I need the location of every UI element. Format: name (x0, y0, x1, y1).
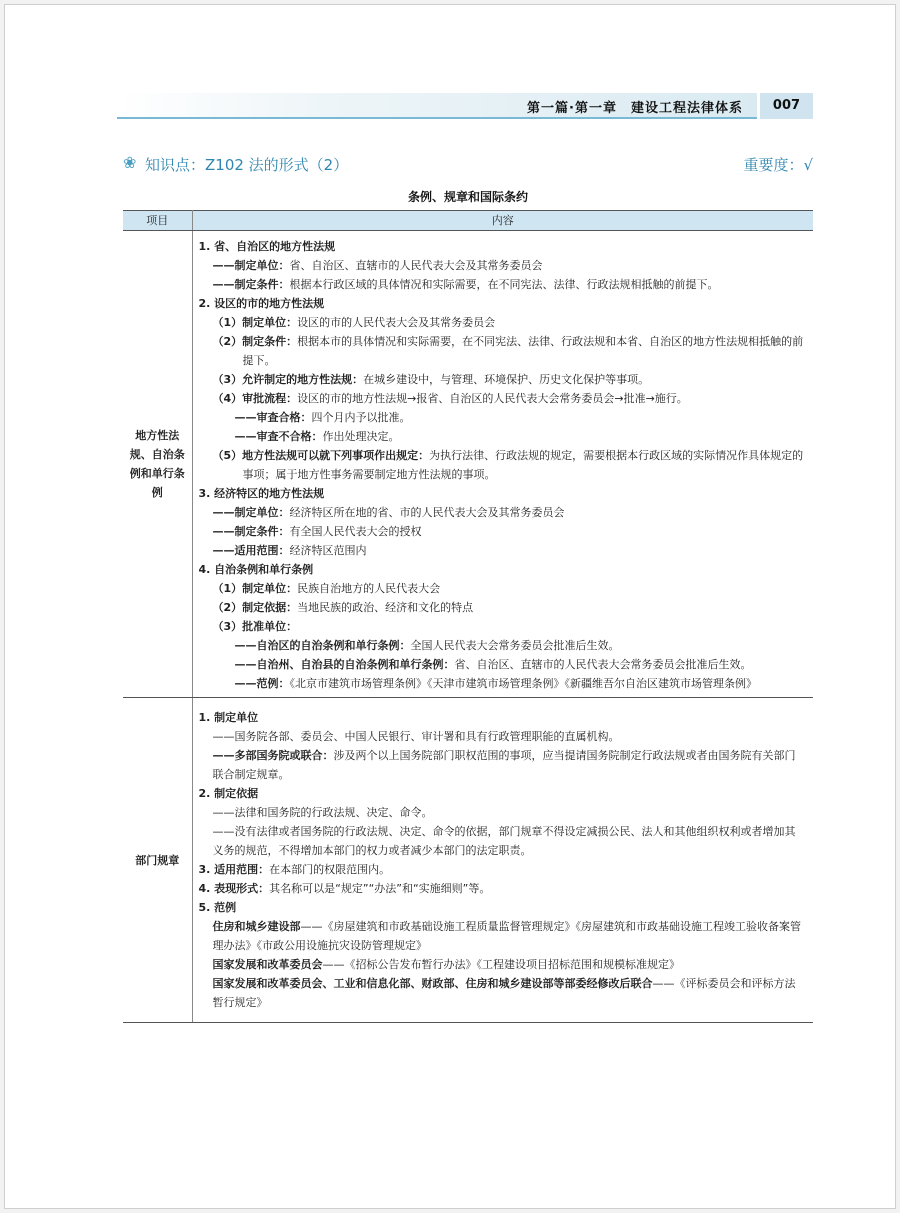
table-title: 条例、规章和国际条约 (407, 190, 528, 204)
content-line: （3）批准单位： (212, 620, 298, 633)
content-line: ——制定条件：根据本行政区域的具体情况和实际需要，在不同宪法、法律、行政法规相抵触的前提下。 (212, 278, 719, 291)
knowledge-point-title: 知识点：Z102 法的形式（2） (145, 156, 349, 174)
header-item: 项目 (123, 211, 192, 231)
content-line: （3）允许制定的地方性法规：在城乡建设中，与管理、环境保护、历史文化保护等事项。 (212, 373, 650, 386)
table-row (123, 698, 813, 1023)
content-line: ——制定单位：经济特区所在地的省、市的人民代表大会及其常务委员会 (212, 506, 565, 519)
content-line: ——国务院各部、委员会、中国人民银行、审计署和具有行政管理职能的直属机构。 (212, 730, 620, 743)
row-item-label: 部门规章 (123, 698, 192, 1023)
content-line: ——自治州、自治县的自治条例和单行条例：省、自治区、直辖市的人民代表大会常务委员会批准后生效。 (234, 658, 752, 671)
content-line: （2）制定条件：根据本市的具体情况和实际需要，在不同宪法、法律、行政法规和本省、自治区的地方性法规相抵触的前提下。 (212, 335, 804, 367)
row-content (192, 698, 813, 1023)
content-line: ——多部国务院或联合：涉及两个以上国务院部门职权范围的事项，应当提请国务院制定行政法规或者由国务院有关部门联合制定规章。 (212, 749, 796, 781)
content-line: ——制定条件：有全国人民代表大会的授权 (212, 525, 422, 538)
content-line: ——适用范围：经济特区范围内 (212, 544, 367, 557)
header-title: 第一篇·第一章 建设工程法律体系 (527, 101, 743, 116)
content-line: （4）审批流程：设区的市的地方性法规→报省、自治区的人民代表大会常务委员会→批准→施行。 (212, 392, 688, 405)
content-line: 国家发展和改革委员会——《招标公告发布暂行办法》《工程建设项目招标范围和规模标准规定》 (212, 958, 680, 971)
content-line: ——审查合格：四个月内予以批准。 (234, 411, 411, 424)
table-header-row (123, 211, 813, 231)
content-line: （1）制定单位：民族自治地方的人民代表大会 (212, 582, 441, 595)
content-line: 2. 设区的市的地方性法规 (198, 297, 325, 310)
content-line: ——法律和国务院的行政法规、决定、命令。 (212, 806, 433, 819)
row-item-label: 地方性法规、自治条例和单行条例 (123, 231, 192, 698)
page-number: 007 (757, 93, 813, 119)
content-line: 4. 表现形式：其名称可以是“规定”“办法”和“实施细则”等。 (198, 882, 491, 895)
row-content (192, 231, 813, 698)
content-line: 3. 适用范围：在本部门的权限范围内。 (198, 863, 391, 876)
content-line: 国家发展和改革委员会、工业和信息化部、财政部、住房和城乡建设部等部委经修改后联合——《评标委员会和评标方法暂行规定》 (212, 977, 796, 1009)
content-line: ——没有法律或者国务院的行政法规、决定、命令的依据，部门规章不得设定减损公民、法人和其他组织权利或者增加其义务的规范，不得增加本部门的权力或者减少本部门的法定职责。 (212, 825, 796, 857)
header-content: 内容 (192, 211, 813, 231)
table-row (123, 231, 813, 698)
content-line: （5）地方性法规可以就下列事项作出规定：为执行法律、行政法规的规定，需要根据本行政区域的实际情况作具体规定的事项；属于地方性事务需要制定地方性法规的事项。 (212, 449, 804, 481)
content-table (123, 210, 813, 1023)
content-line: ——范例：《北京市建筑市场管理条例》《天津市建筑市场管理条例》《新疆维吾尔自治区建筑市场管理条例》 (234, 677, 757, 690)
content-line: 1. 省、自治区的地方性法规 (198, 240, 336, 253)
importance-label: 重要度：√ (743, 156, 813, 174)
content-line: 住房和城乡建设部——《房屋建筑和市政基础设施工程质量监督管理规定》《房屋建筑和市政基础设施工程竣工验收备案管理办法》《市政公用设施抗灾设防管理规定》 (212, 920, 801, 952)
page (4, 4, 896, 1209)
content-line: 4. 自治条例和单行条例 (198, 563, 314, 576)
content-line: 3. 经济特区的地方性法规 (198, 487, 325, 500)
flower-icon: ❀ (123, 153, 137, 172)
content-line: ——审查不合格：作出处理决定。 (234, 430, 400, 443)
content-line: （2）制定依据：当地民族的政治、经济和文化的特点 (212, 601, 474, 614)
content-line: 1. 制定单位 (198, 711, 259, 724)
content-line: 2. 制定依据 (198, 787, 259, 800)
running-header (117, 93, 813, 119)
content-line: ——自治区的自治条例和单行条例：全国人民代表大会常务委员会批准后生效。 (234, 639, 620, 652)
content-line: （1）制定单位：设区的市的人民代表大会及其常务委员会 (212, 316, 496, 329)
knowledge-point-row (123, 153, 813, 175)
content-line: ——制定单位：省、自治区、直辖市的人民代表大会及其常务委员会 (212, 259, 543, 272)
content-line: 5. 范例 (198, 901, 237, 914)
